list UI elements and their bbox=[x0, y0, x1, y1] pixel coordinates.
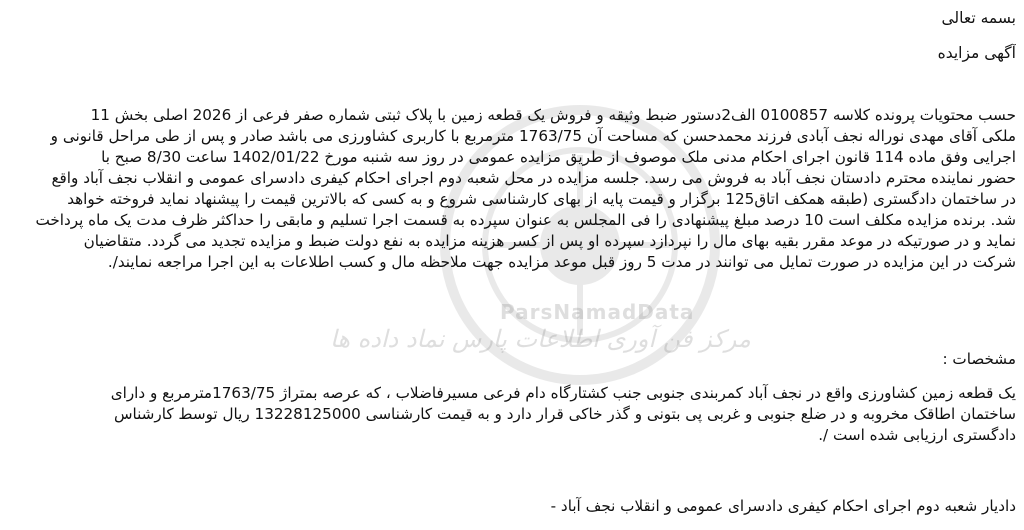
specs-line: دادگستری ارزیابی شده است /. bbox=[818, 426, 1016, 444]
body-line: اجرایی وفق ماده 114 قانون اجرای احکام مدنی ملک موصوف از طریق مزایده عمومی در روز سه شنبه مورخ 1402/01/22 ساعت 8/30 صبح با bbox=[101, 148, 1016, 166]
body-line: در ساختمان دادگستری (طبقه همکف اتاق125 برگزار و قیمت پایه از بهای کارشناسی شروع و به کسی که بالاترین قیمت را پیشنهاد نماید فروخته خواهد bbox=[67, 190, 1016, 208]
signature-line: دادیار شعبه دوم اجرای احکام کیفری دادسرای عمومی و انقلاب نجف آباد - bbox=[550, 497, 1016, 515]
page-title: آگهی مزایده bbox=[937, 44, 1016, 62]
body-line: ملکی آقای مهدی نوراله نجف آبادی فرزند محمدحسن که مساحت آن 1763/75 مترمربع با کاربری کشاورزی می باشد صادر و پس از طی مراحل قانونی و bbox=[50, 127, 1016, 145]
body-line: شد. برنده مزایده مکلف است 10 درصد مبلغ پیشنهادی را فی المجلس به عنوان سپرده به قسمت اجرا تسلیم و مابقی را حداکثر ظرف مدت یک ماه پرداخت bbox=[35, 211, 1016, 229]
specs-line: ساختمان اطاقک مخروبه و در ضلع جنوبی و غربی پی بتونی و گذر خاکی قرار دارد و به قیمت کارشناسی 13228125000 ریال توسط کارشناس bbox=[113, 405, 1016, 423]
basmala-heading: بسمه تعالی bbox=[941, 9, 1016, 27]
body-line: حسب محتویات پرونده کلاسه 0100857 الف2دستور ضبط وثیقه و فروش یک قطعه زمین با پلاک ثبتی شماره صفر فرعی از 2026 اصلی بخش 11 bbox=[90, 106, 1016, 124]
watermark-caption-text: مرکز فن آوری اطلاعات پارس نماد داده ها bbox=[330, 325, 751, 353]
body-line: حضور نماینده محترم دادستان نجف آباد به فروش می رسد. جلسه مزایده در محل شعبه دوم اجرای احکام کیفری دادسرای عمومی و انقلاب نجف آباد واقع bbox=[51, 169, 1016, 187]
body-line: شرکت در این مزایده در صورت تمایل می توانند در مدت 5 روز قبل موعد مزایده جهت ملاحظه مال و کسب اطلاعات به این اجرا مراجعه نمایند/. bbox=[107, 253, 1016, 271]
specs-heading: مشخصات : bbox=[942, 350, 1016, 368]
body-line: نماید و در صورتیکه در موعد مقرر بقیه بهای مال را نپردازد سپرده او پس از کسر هزینه مزایده به نفع دولت ضبط و مزایده تجدید می گردد. متقاضیان bbox=[83, 232, 1016, 250]
watermark-brand-text: ParsNamadData bbox=[500, 300, 695, 324]
specs-line: یک قطعه زمین کشاورزی واقع در نجف آباد کمربندی جنوبی جنب کشتارگاه دام فرعی مسیرفاضلاب ، که عرصه بمتراژ 1763/75مترمربع و دارای bbox=[110, 384, 1016, 402]
